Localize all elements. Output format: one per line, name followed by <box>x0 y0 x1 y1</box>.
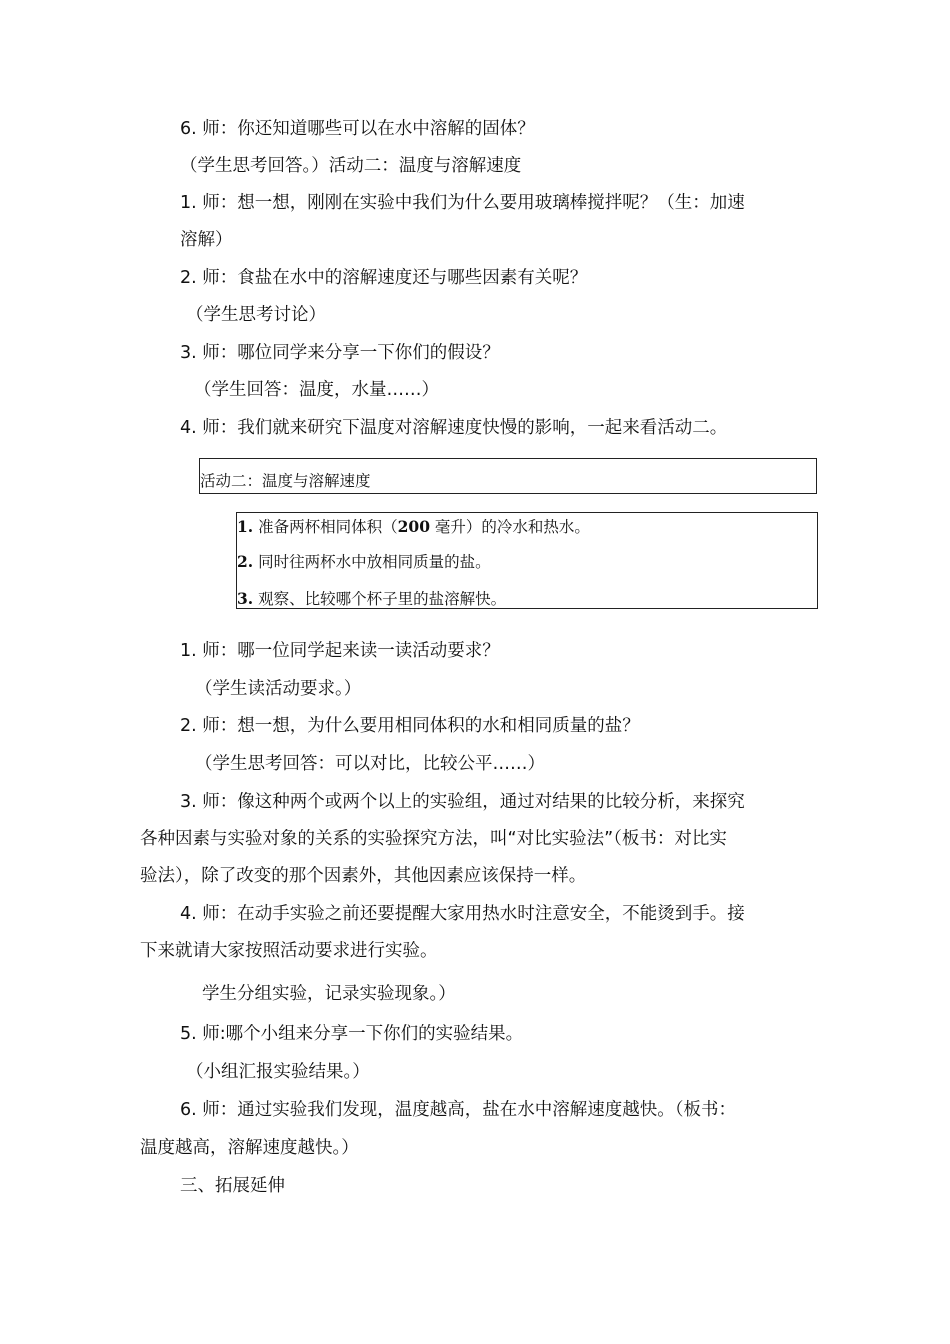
para-line: （学生思考回答：可以对比，比较公平……） <box>195 754 545 774</box>
para-line: 验法），除了改变的那个因素外，其他因素应该保持一样。 <box>140 866 587 886</box>
activity-step <box>237 552 491 572</box>
para-line: 6. 师：通过实验我们发现，温度越高，盐在水中溶解速度越快。（板书： <box>180 1100 737 1120</box>
step-number: 1. <box>237 517 254 536</box>
para-line: 4. 师：在动手实验之前还要提醒大家用热水时注意安全，不能烫到手。接 <box>180 904 745 924</box>
para-line: （学生读活动要求。） <box>195 679 362 699</box>
para-line: 3. 师：哪位同学来分享一下你们的假设？ <box>180 343 500 363</box>
para-line: 3. 师：像这种两个或两个以上的实验组，通过对结果的比较分析，来探究 <box>180 792 745 812</box>
para-line: 下来就请大家按照活动要求进行实验。 <box>140 941 438 961</box>
para-line: 2. 师：想一想，为什么要用相同体积的水和相同质量的盐？ <box>180 716 640 736</box>
step-text: 观察、比较哪个杯子里的盐溶解快。 <box>253 590 507 608</box>
para-line: 溶解） <box>180 230 233 250</box>
step-text: 准备两杯相同体积（ <box>253 518 398 536</box>
activity-steps-box <box>236 512 818 609</box>
step-text-2: 毫升）的冷水和热水。 <box>429 518 590 536</box>
para-line: 6. 师：你还知道哪些可以在水中溶解的固体？ <box>180 119 535 139</box>
para-line: 温度越高，溶解速度越快。） <box>140 1138 359 1158</box>
section-heading: 三、拓展延伸 <box>180 1176 285 1196</box>
step-number: 2. <box>237 552 254 571</box>
para-line: （小组汇报实验结果。） <box>186 1062 370 1082</box>
activity-step <box>237 589 506 609</box>
para-line: （学生思考讨论） <box>186 305 326 325</box>
activity-title: 活动二：温度与溶解速度 <box>200 472 371 490</box>
para-line: （学生回答：温度，水量……） <box>194 380 439 400</box>
para-line: 学生分组实验，记录实验现象。） <box>202 984 456 1004</box>
para-line: （学生思考回答。）活动二：温度与溶解速度 <box>180 156 522 176</box>
para-line: 2. 师：食盐在水中的溶解速度还与哪些因素有关呢？ <box>180 268 588 288</box>
para-line: 4. 师：我们就来研究下温度对溶解速度快慢的影响，一起来看活动二。 <box>180 418 728 438</box>
para-line: 5. 师:哪个小组来分享一下你们的实验结果。 <box>180 1024 524 1044</box>
para-line: 1. 师：想一想，刚刚在实验中我们为什么要用玻璃棒搅拌呢？（生：加速 <box>180 193 745 213</box>
step-text: 同时往两杯水中放相同质量的盐。 <box>253 553 491 571</box>
para-line: 各种因素与实验对象的关系的实验探究方法，叫“对比实验法”（板书：对比实 <box>140 829 727 849</box>
para-line: 1. 师：哪一位同学起来读一读活动要求？ <box>180 641 500 661</box>
activity-step <box>237 517 590 537</box>
step-number: 3. <box>237 589 254 608</box>
step-bold-number: 200 <box>397 517 430 536</box>
activity-title-box <box>199 458 817 494</box>
